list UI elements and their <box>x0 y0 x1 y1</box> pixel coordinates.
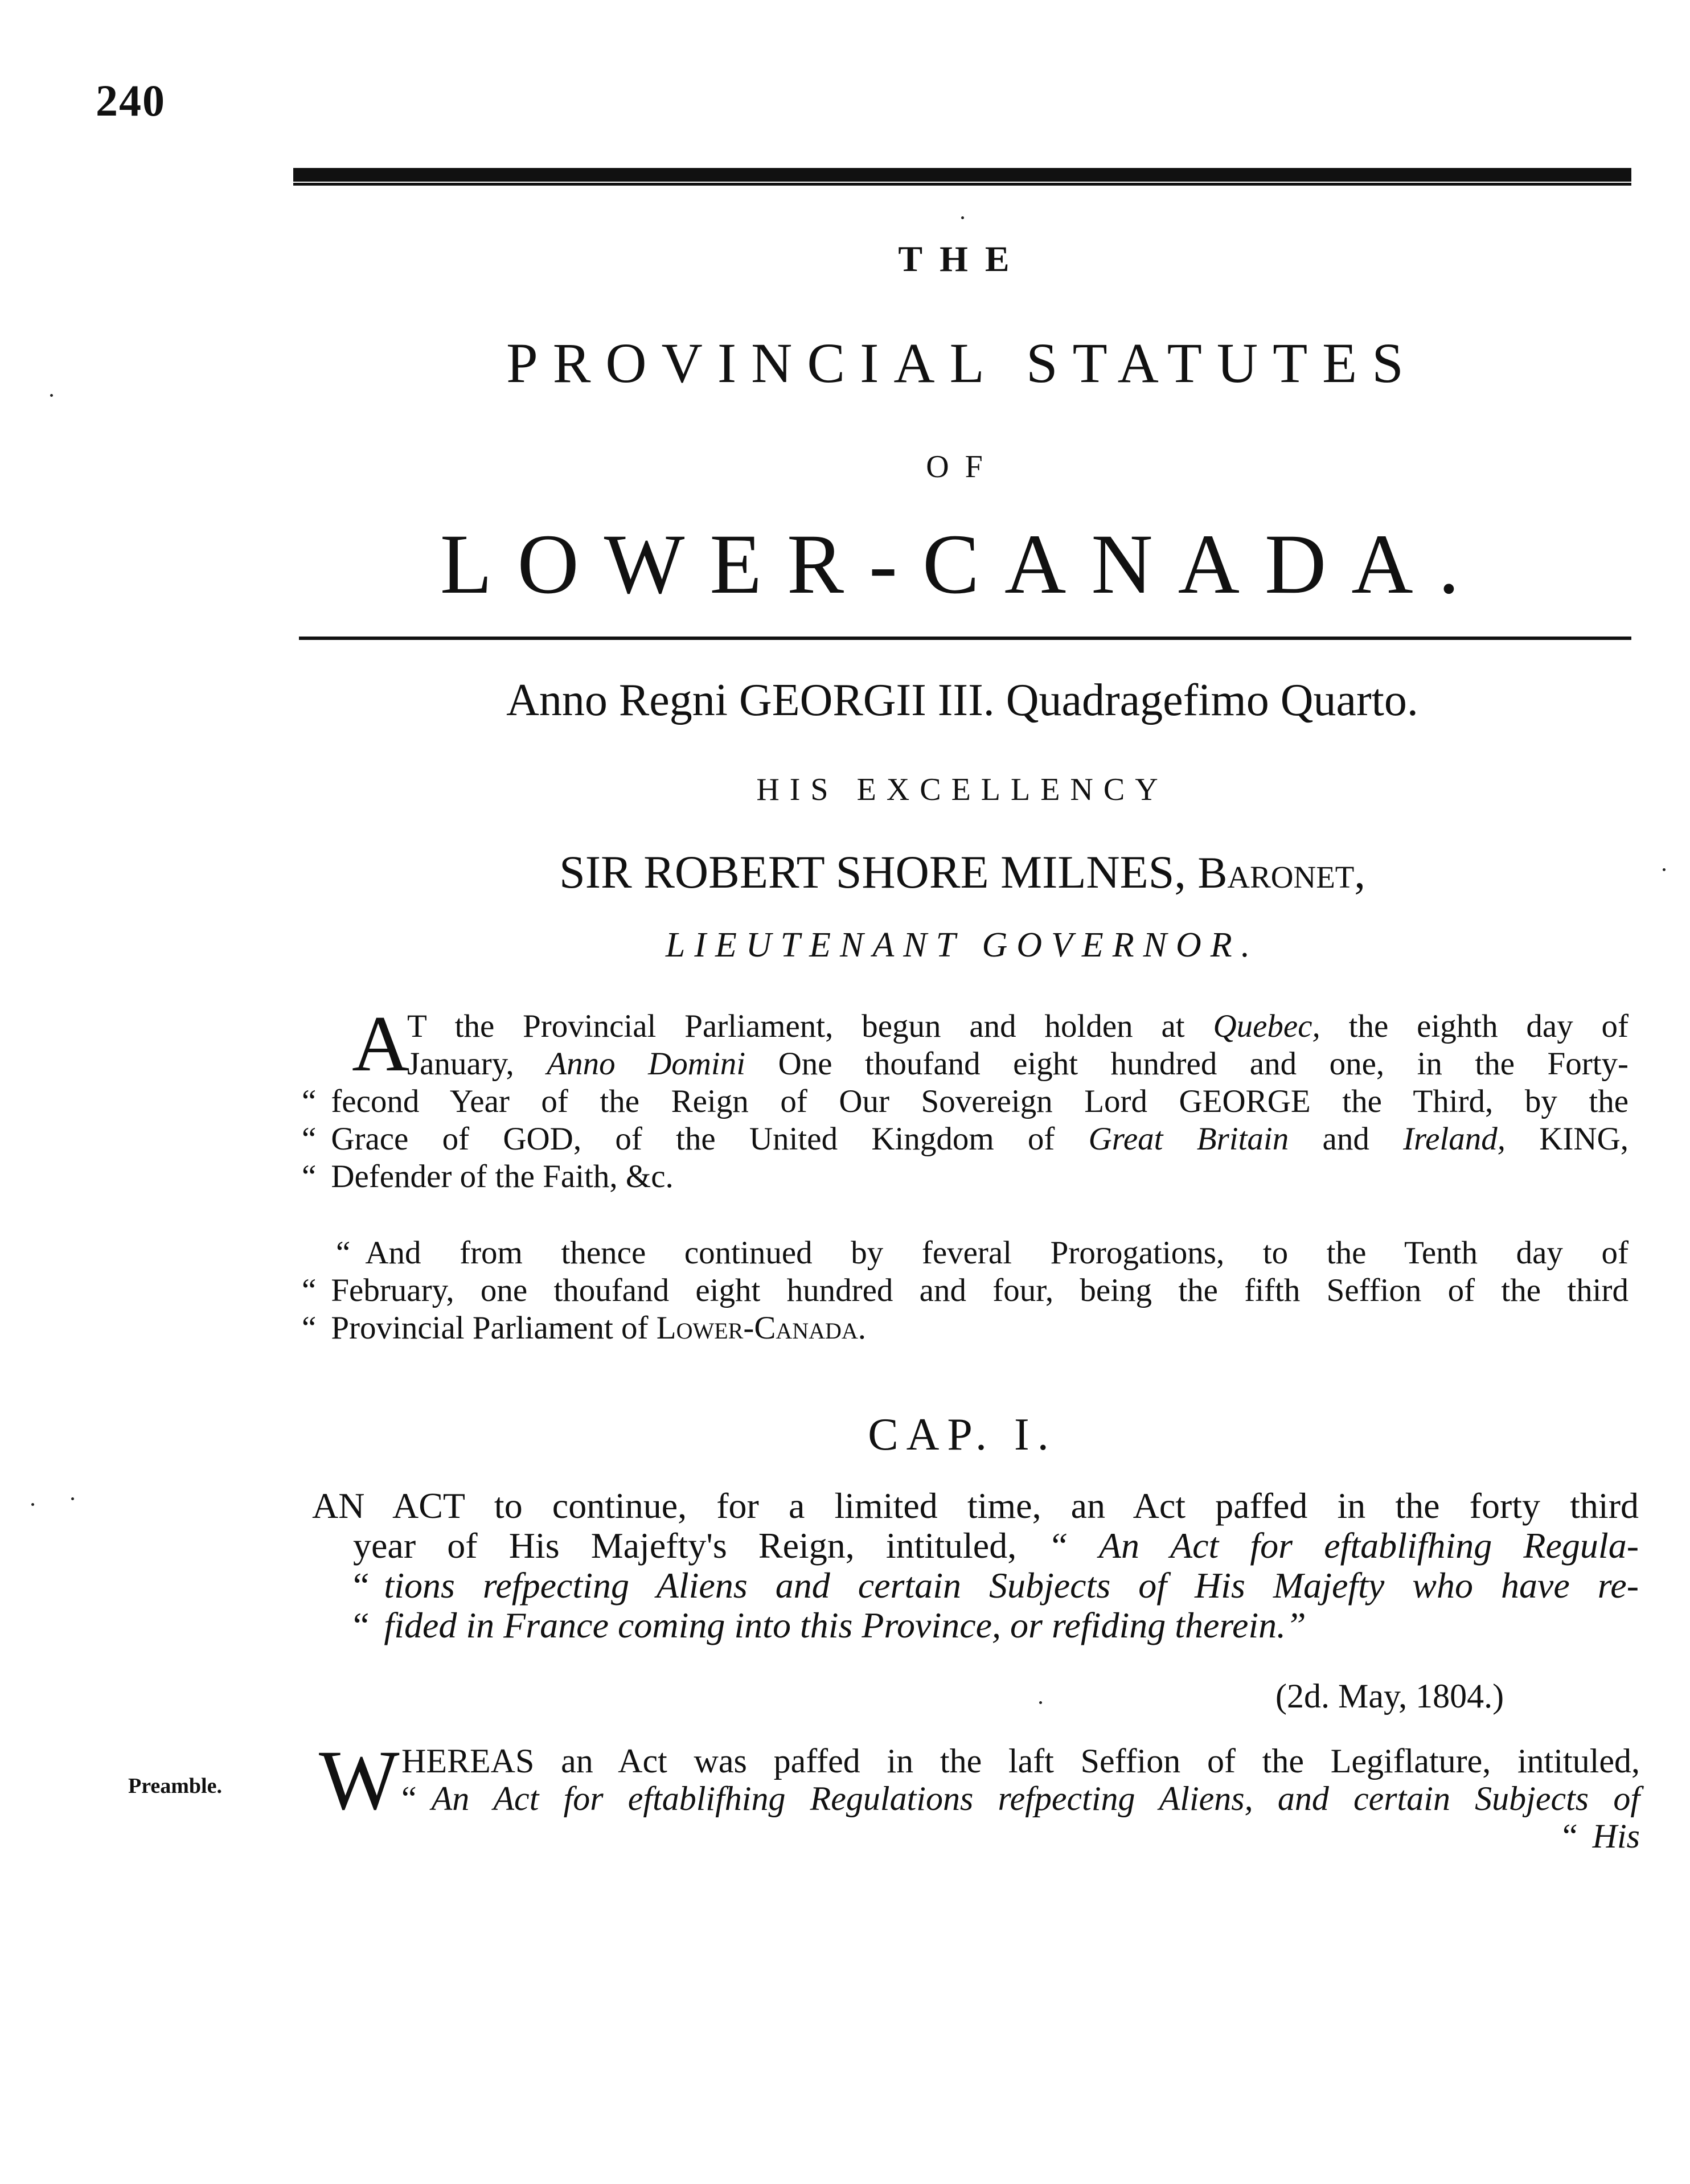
prorogation-paragraph <box>302 1234 1629 1347</box>
proclamation-line-5: “ Defender of the Faith, &c. <box>302 1159 674 1194</box>
prorogation-line-3: “ Provincial Parliament of Lower-Canada. <box>302 1310 867 1346</box>
dropcap-a: A <box>352 1000 410 1088</box>
governor-office: LIEUTENANT GOVERNOR. <box>665 926 1260 964</box>
page-number: 240 <box>96 76 166 125</box>
act-title-line-4: “ fided in France coming into this Province, or refiding therein.” <box>353 1605 1306 1645</box>
proclamation-paragraph <box>302 1000 1629 1196</box>
heading-the: THE <box>898 239 1027 279</box>
prorogation-line-1: “ And from thence continued by feveral Prorogations, to the Tenth day of <box>336 1235 1629 1271</box>
preamble-line-3: “ His <box>1562 1817 1640 1855</box>
scan-speck <box>71 1497 74 1500</box>
heading-provincial-statutes: PROVINCIAL STATUTES <box>506 331 1418 395</box>
preamble-line-1: HEREAS an Act was paffed in the laft Seffion of the Legiflature, intituled, <box>401 1742 1640 1780</box>
governor-title: Baronet, <box>1197 848 1365 897</box>
chapter-heading: CAP. I. <box>868 1410 1057 1460</box>
proclamation-line-1: T the Provincial Parliament, begun and holden at Quebec, the eighth day of <box>407 1008 1629 1044</box>
scan-speck <box>1039 1701 1042 1704</box>
act-title-line-2: year of His Majefty's Reign, intituled, “ An Act for eftablifhing Regula- <box>353 1525 1639 1566</box>
governor-name-line <box>293 845 1631 899</box>
act-title-line-3: “ tions refpecting Aliens and certain Subjects of His Majefty who have re- <box>353 1565 1639 1606</box>
act-title <box>312 1486 1639 1645</box>
proclamation-line-4: “ Grace of GOD, of the United Kingdom of Great Britain and Ireland, KING, <box>302 1121 1629 1157</box>
preamble-paragraph <box>319 1733 1640 1855</box>
scan-speck <box>50 394 53 397</box>
preamble-line-2: “ An Act for eftablifhing Regulations refpecting Aliens, and certain Subjects of <box>401 1780 1640 1817</box>
dropcap-w: W <box>319 1733 400 1828</box>
act-date: (2d. May, 1804.) <box>1275 1677 1504 1715</box>
act-title-line-1: AN ACT to continue, for a limited time, an Act paffed in the forty third <box>312 1485 1639 1526</box>
prorogation-line-2: “ February, one thoufand eight hundred and four, being the fifth Seffion of the third <box>302 1272 1629 1308</box>
heading-of: OF <box>926 449 999 485</box>
heading-lower-canada: LOWER-CANADA. <box>440 517 1485 611</box>
margin-note-preamble: Preamble. <box>128 1774 222 1798</box>
header-rule <box>293 168 1631 182</box>
anno-regni: Anno Regni GEORGII III. Quadragefimo Quarto. <box>506 675 1418 725</box>
proclamation-line-2: January, Anno Domini One thoufand eight hundred and one, in the Forty- <box>407 1046 1629 1082</box>
scan-speck <box>31 1503 34 1506</box>
proclamation-line-3: “ fecond Year of the Reign of Our Sovereign Lord GEORGE the Third, by the <box>302 1083 1629 1119</box>
governor-name: SIR ROBERT SHORE MILNES, <box>559 846 1186 898</box>
scan-speck <box>1663 868 1666 871</box>
his-excellency: HIS EXCELLENCY <box>756 772 1168 807</box>
scan-speck <box>961 216 964 219</box>
title-rule <box>299 637 1631 640</box>
